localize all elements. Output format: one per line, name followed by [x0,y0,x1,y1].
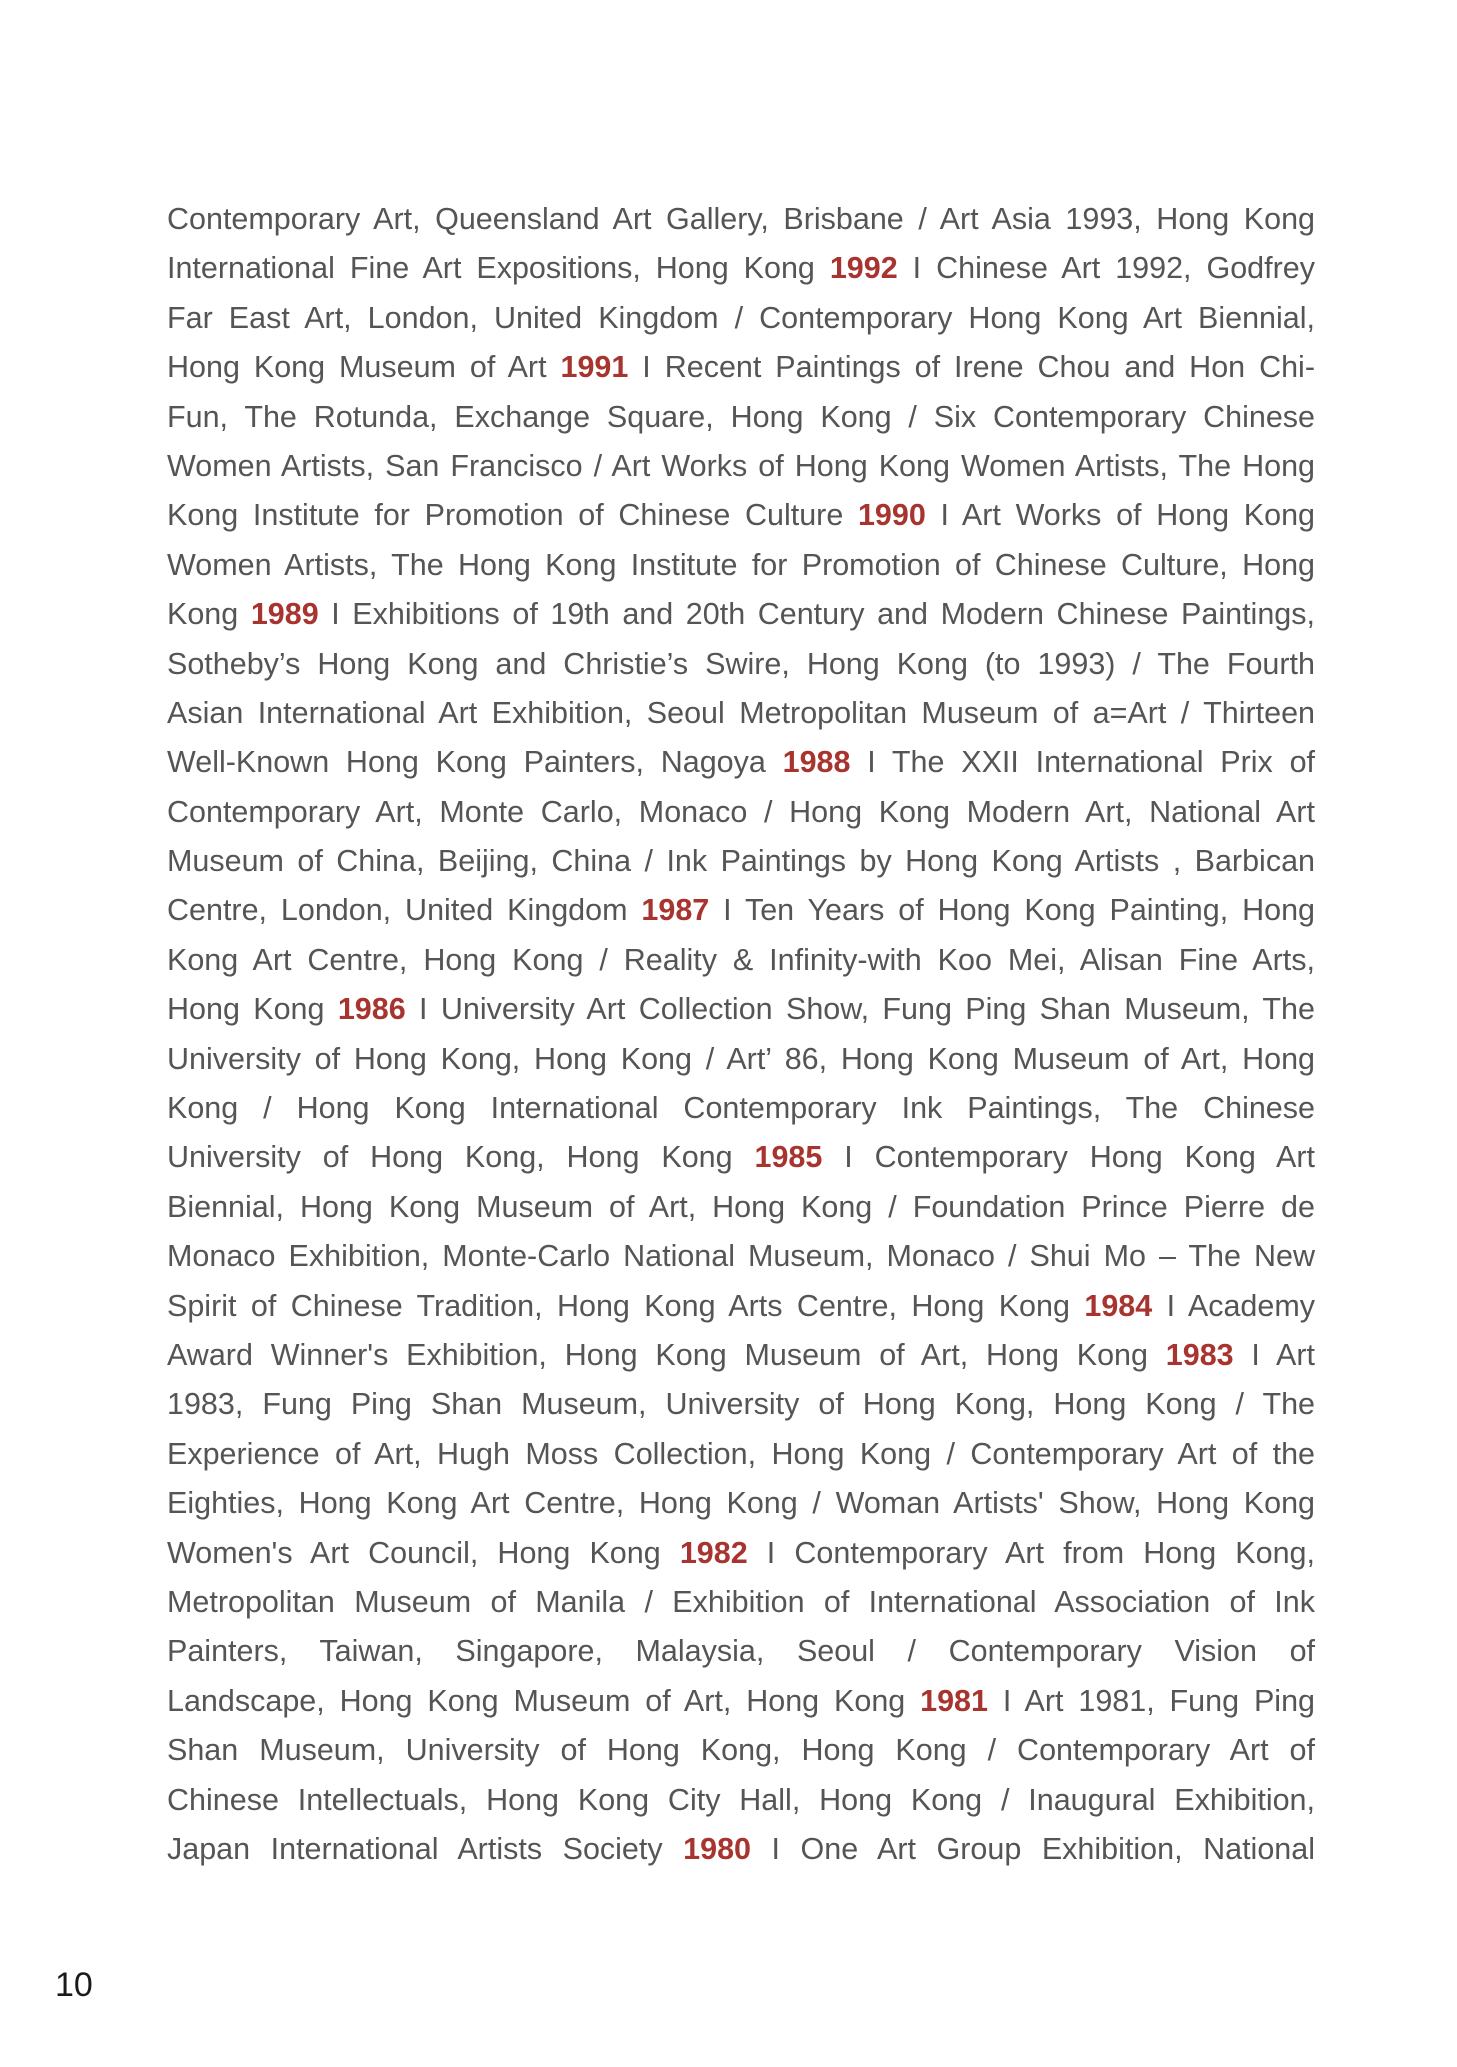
text-line [167,294,1315,343]
year-label: 1985 [754,1140,823,1175]
year-label: 1990 [857,498,926,533]
text-segment: Women's Art Council, Hong Kong [167,1535,680,1570]
text-segment: Centre, London, United Kingdom [167,893,642,928]
text-line [167,491,1315,540]
year-label: 1980 [683,1831,752,1866]
text-line [167,1133,1315,1182]
text-segment: Biennial, Hong Kong Museum of Art, Hong Kong / Foundation Prince Pierre de [167,1189,1315,1224]
year-label: 1984 [1084,1288,1153,1323]
text-line [167,689,1315,738]
text-line [167,590,1315,639]
text-line [167,1084,1315,1133]
text-segment: Kong Art Centre, Hong Kong / Reality & Infinity-with Koo Mei, Alisan Fine Arts, [167,942,1315,977]
text-segment: I Contemporary Hong Kong Art [822,1140,1315,1175]
text-segment: Kong [167,597,251,632]
text-segment: Kong / Hong Kong International Contemporary Ink Paintings, The Chinese [167,1091,1315,1126]
text-segment: Landscape, Hong Kong Museum of Art, Hong Kong [167,1683,921,1718]
text-segment: University of Hong Kong, Hong Kong [167,1140,755,1175]
text-segment: Asian International Art Exhibition, Seoul Metropolitan Museum of a=Art / Thirteen [167,695,1315,730]
text-segment: Kong Institute for Promotion of Chinese Culture [167,498,858,533]
text-segment: Metropolitan Museum of Manila / Exhibition of International Association of Ink [167,1584,1315,1619]
text-line [167,343,1315,392]
text-line [167,1183,1315,1232]
text-segment: Award Winner's Exhibition, Hong Kong Museum of Art, Hong Kong [167,1337,1166,1372]
text-line [167,1331,1315,1380]
text-segment: Chinese Intellectuals, Hong Kong City Hall, Hong Kong / Inaugural Exhibition, [167,1782,1315,1817]
text-line [167,1479,1315,1528]
text-segment: International Fine Art Expositions, Hong Kong [167,251,830,286]
text-segment: I Academy [1152,1288,1315,1323]
text-line [167,985,1315,1034]
text-segment: I Ten Years of Hong Kong Painting, Hong [709,893,1315,928]
text-line [167,1282,1315,1331]
exhibition-history-text [167,195,1315,1874]
text-line [167,1677,1315,1726]
text-line [167,1380,1315,1429]
year-label: 1988 [782,745,851,780]
text-line [167,1825,1315,1874]
text-line [167,1035,1315,1084]
text-line [167,1627,1315,1676]
text-segment: I Chinese Art 1992, Godfrey [897,251,1315,286]
text-segment: University of Hong Kong, Hong Kong / Art’ 86, Hong Kong Museum of Art, Hong [167,1041,1315,1076]
year-label: 1987 [641,893,710,928]
year-label: 1989 [250,597,319,632]
text-line [167,244,1315,293]
text-segment: I Art 1981, Fung Ping [987,1683,1315,1718]
text-line [167,1776,1315,1825]
text-segment: I Art Works of Hong Kong [925,498,1315,533]
text-line [167,886,1315,935]
text-segment: Hong Kong [167,992,338,1027]
text-segment: 1983, Fung Ping Shan Museum, University of Hong Kong, Hong Kong / The [167,1387,1315,1422]
year-label: 1982 [679,1535,748,1570]
text-line [167,442,1315,491]
text-segment: Well-Known Hong Kong Painters, Nagoya [167,745,783,780]
text-segment: Painters, Taiwan, Singapore, Malaysia, Seoul / Contemporary Vision of [167,1634,1315,1669]
text-segment: Contemporary Art, Queensland Art Gallery, Brisbane / Art Asia 1993, Hong Kong [167,202,1315,236]
text-segment: Museum of China, Beijing, China / Ink Paintings by Hong Kong Artists , Barbican [167,844,1315,879]
text-segment: Sotheby’s Hong Kong and Christie’s Swire, Hong Kong (to 1993) / The Fourth [167,646,1315,681]
text-segment: Spirit of Chinese Tradition, Hong Kong Arts Centre, Hong Kong [167,1288,1085,1323]
text-segment: Contemporary Art, Monte Carlo, Monaco / Hong Kong Modern Art, National Art [167,794,1315,829]
text-segment: I University Art Collection Show, Fung Ping Shan Museum, The [405,992,1315,1027]
text-line [167,541,1315,590]
text-line [167,738,1315,787]
text-line [167,1232,1315,1281]
year-label: 1981 [920,1683,988,1718]
year-label: 1983 [1165,1337,1234,1372]
text-segment: Hong Kong Museum of Art [167,350,561,385]
text-segment: Women Artists, San Francisco / Art Works of Hong Kong Women Artists, The Hong [167,448,1315,483]
text-line [167,195,1315,244]
text-segment: Women Artists, The Hong Kong Institute for Promotion of Chinese Culture, Hong [167,547,1315,582]
text-line [167,837,1315,886]
page-number: 10 [55,1966,93,2004]
text-segment: I Art [1233,1337,1315,1372]
year-label: 1992 [829,251,898,286]
year-label: 1986 [337,992,406,1027]
text-segment: I One Art Group Exhibition, National [751,1831,1315,1866]
text-segment: Shan Museum, University of Hong Kong, Hong Kong / Contemporary Art of [167,1733,1315,1768]
text-segment: Monaco Exhibition, Monte-Carlo National Museum, Monaco / Shui Mo – The New [167,1239,1315,1274]
text-line [167,1430,1315,1479]
text-line [167,393,1315,442]
text-line [167,640,1315,689]
year-label: 1991 [560,350,629,385]
text-segment: I The XXII International Prix of [850,745,1316,780]
text-line [167,1529,1315,1578]
text-segment: Japan International Artists Society [167,1831,684,1866]
text-segment: Eighties, Hong Kong Art Centre, Hong Kong / Woman Artists' Show, Hong Kong [167,1486,1315,1521]
text-line [167,1726,1315,1775]
text-segment: Far East Art, London, United Kingdom / Contemporary Hong Kong Art Biennial, [167,300,1315,335]
text-segment: I Contemporary Art from Hong Kong, [747,1535,1315,1570]
text-segment: I Exhibitions of 19th and 20th Century and Modern Chinese Paintings, [318,597,1315,632]
text-segment: Experience of Art, Hugh Moss Collection, Hong Kong / Contemporary Art of the [167,1436,1315,1471]
text-line [167,936,1315,985]
text-line [167,1578,1315,1627]
text-line [167,788,1315,837]
text-segment: Fun, The Rotunda, Exchange Square, Hong Kong / Six Contemporary Chinese [167,399,1315,434]
text-segment: I Recent Paintings of Irene Chou and Hon Chi- [628,350,1315,385]
